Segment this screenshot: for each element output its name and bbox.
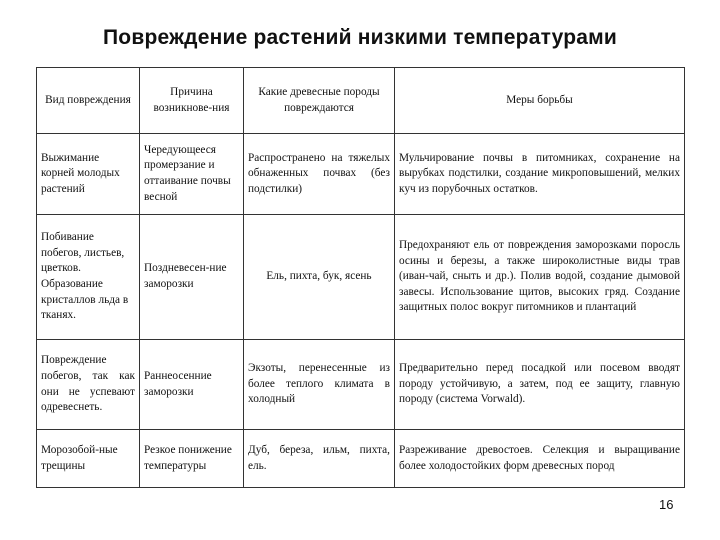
header-cell-measures: Меры борьбы	[395, 68, 685, 134]
table-row	[37, 215, 685, 340]
cell-cause: Поздневесен-ние заморозки	[140, 215, 244, 340]
table-header-row	[37, 68, 685, 134]
header-cell-cause: Причина возникнове-ния	[140, 68, 244, 134]
cell-cause: Раннеосенние заморозки	[140, 340, 244, 430]
cell-kind: Повреждение побегов, так как они не успевают одревеснеть.	[37, 340, 140, 430]
cell-measures: Предохраняют ель от повреждения заморозками поросль осины и березы, а также широколистные виды трав (иван-чай, сныть и др.). Полив водой, создание дымовой завесы. Использование щитов, высоких гряд. Создание защитных полос вокруг питомников и плантаций	[395, 215, 685, 340]
cell-kind: Морозобой-ные трещины	[37, 430, 140, 488]
table-row	[37, 430, 685, 488]
cell-kind: Выжимание корней молодых растений	[37, 134, 140, 215]
header-cell-species: Какие древесные породы повреждаются	[244, 68, 395, 134]
page-title: Повреждение растений низкими температурами	[103, 26, 617, 49]
cell-species: Дуб, береза, ильм, пихта, ель.	[244, 430, 395, 488]
cell-species: Экзоты, перенесенные из более теплого климата в холодный	[244, 340, 395, 430]
cell-cause: Резкое понижение температуры	[140, 430, 244, 488]
cell-measures: Мульчирование почвы в питомниках, сохранение на вырубках подстилки, создание микроповышений, мелких куч из порубочных остатков.	[395, 134, 685, 215]
table-row	[37, 340, 685, 430]
cell-kind: Побивание побегов, листьев, цветков. Образование кристаллов льда в тканях.	[37, 215, 140, 340]
cell-species: Ель, пихта, бук, ясень	[244, 215, 395, 340]
page-number: 16	[659, 497, 674, 512]
damage-table	[36, 67, 685, 488]
cell-cause: Чередующееся промерзание и оттаивание почвы весной	[140, 134, 244, 215]
table-row	[37, 134, 685, 215]
cell-measures: Предварительно перед посадкой или посевом вводят породу устойчивую, а затем, под ее защиту, главную породу (система Vorwald).	[395, 340, 685, 430]
cell-species: Распространено на тяжелых обнаженных почвах (без подстилки)	[244, 134, 395, 215]
cell-measures: Разреживание древостоев. Селекция и выращивание более холодостойких форм древесных пород	[395, 430, 685, 488]
header-cell-kind: Вид повреждения	[37, 68, 140, 134]
